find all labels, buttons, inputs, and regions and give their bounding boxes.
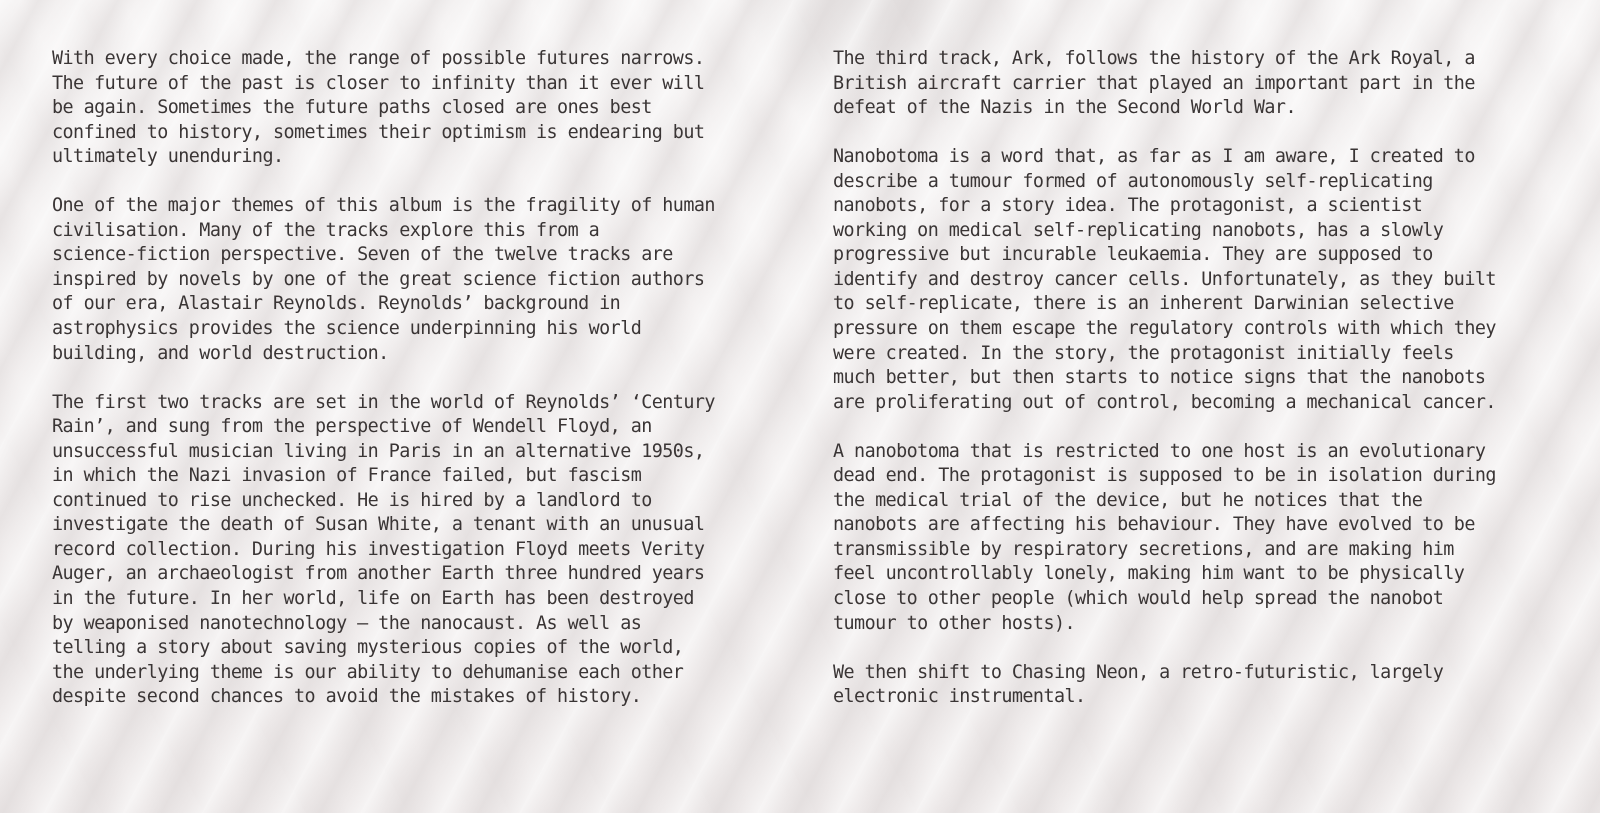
text-line: We then shift to Chasing Neon, a retro-futuristic, largely <box>833 661 1444 683</box>
text-line: feel uncontrollably lonely, making him want to be physically <box>833 563 1465 585</box>
text-line: One of the major themes of this album is the fragility of human <box>52 195 715 217</box>
paragraph <box>833 145 1563 415</box>
text-line: The future of the past is closer to infinity than it ever will <box>52 72 705 94</box>
text-line: record collection. During his investigation Floyd meets Verity <box>52 538 705 560</box>
text-line: in which the Nazi invasion of France failed, but fascism <box>52 465 642 487</box>
text-line: nanobots, for a story idea. The protagonist, a scientist <box>833 195 1423 217</box>
text-line: civilisation. Many of the tracks explore this from a <box>52 219 600 241</box>
text-line: were created. In the story, the protagonist initially feels <box>833 342 1454 364</box>
text-line: are proliferating out of control, becoming a mechanical cancer. <box>833 391 1496 413</box>
paragraph <box>52 194 782 366</box>
text-line: Auger, an archaeologist from another Earth three hundred years <box>52 563 705 585</box>
text-line: nanobots are affecting his behaviour. They have evolved to be <box>833 514 1475 536</box>
text-line: With every choice made, the range of possible futures narrows. <box>52 48 705 69</box>
text-line: be again. Sometimes the future paths closed are ones best <box>52 97 652 119</box>
text-line: identify and destroy cancer cells. Unfortunately, as they built <box>833 268 1496 290</box>
text-line: by weaponised nanotechnology – the nanocaust. As well as <box>52 612 642 634</box>
text-line: inspired by novels by one of the great science fiction authors <box>52 268 705 290</box>
text-line: electronic instrumental. <box>833 686 1086 708</box>
text-line: much better, but then starts to notice signs that the nanobots <box>833 367 1486 389</box>
paragraph <box>52 47 782 170</box>
left-column <box>52 47 782 734</box>
text-line: the underlying theme is our ability to dehumanise each other <box>52 661 684 683</box>
text-line: investigate the death of Susan White, a tenant with an unusual <box>52 514 705 536</box>
paragraph <box>833 47 1563 121</box>
text-line: close to other people (which would help spread the nanobot <box>833 588 1444 610</box>
text-line: the medical trial of the device, but he notices that the <box>833 489 1423 511</box>
text-line: of our era, Alastair Reynolds. Reynolds’ background in <box>52 293 621 315</box>
text-line: despite second chances to avoid the mistakes of history. <box>52 686 642 708</box>
text-line: unsuccessful musician living in Paris in an alternative 1950s, <box>52 440 705 462</box>
paragraph <box>52 391 782 710</box>
paragraph <box>833 661 1563 710</box>
text-line: defeat of the Nazis in the Second World War. <box>833 97 1296 119</box>
text-line: Rain’, and sung from the perspective of Wendell Floyd, an <box>52 416 652 438</box>
text-line: The first two tracks are set in the world of Reynolds’ ‘Century <box>52 391 715 413</box>
text-line: tumour to other hosts). <box>833 612 1076 634</box>
text-line: building, and world destruction. <box>52 342 389 364</box>
text-line: progressive but incurable leukaemia. They are supposed to <box>833 244 1433 266</box>
text-line: British aircraft carrier that played an important part in the <box>833 72 1475 94</box>
text-line: describe a tumour formed of autonomously self-replicating <box>833 170 1433 192</box>
text-line: to self-replicate, there is an inherent Darwinian selective <box>833 293 1454 315</box>
text-line: pressure on them escape the regulatory controls with which they <box>833 318 1496 340</box>
text-line: continued to rise unchecked. He is hired by a landlord to <box>52 489 652 511</box>
text-line: The third track, Ark, follows the history of the Ark Royal, a <box>833 48 1475 69</box>
right-column <box>833 47 1563 734</box>
text-line: confined to history, sometimes their optimism is endearing but <box>52 121 705 143</box>
text-line: astrophysics provides the science underpinning his world <box>52 318 642 340</box>
text-line: in the future. In her world, life on Earth has been destroyed <box>52 588 694 610</box>
text-line: ultimately unenduring. <box>52 146 284 168</box>
paragraph <box>833 440 1563 636</box>
text-line: dead end. The protagonist is supposed to be in isolation during <box>833 465 1496 487</box>
text-line: A nanobotoma that is restricted to one host is an evolutionary <box>833 440 1486 462</box>
text-line: Nanobotoma is a word that, as far as I am aware, I created to <box>833 146 1475 168</box>
text-line: telling a story about saving mysterious copies of the world, <box>52 637 684 659</box>
text-line: working on medical self-replicating nanobots, has a slowly <box>833 219 1444 241</box>
text-line: science-fiction perspective. Seven of the twelve tracks are <box>52 244 673 266</box>
text-line: transmissible by respiratory secretions, and are making him <box>833 538 1454 560</box>
